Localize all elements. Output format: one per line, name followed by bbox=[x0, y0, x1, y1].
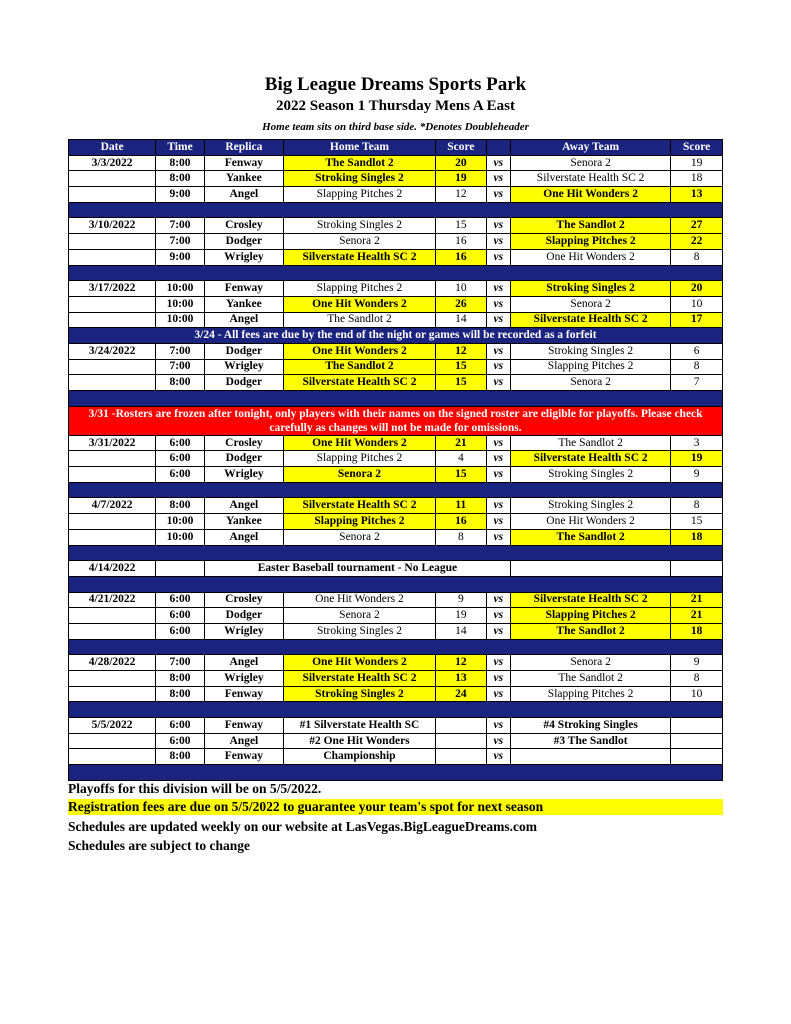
field-replica: Dodger bbox=[204, 451, 283, 467]
home-score: 13 bbox=[436, 671, 487, 687]
empty-cell bbox=[671, 561, 723, 577]
game-date bbox=[69, 749, 156, 765]
home-team: Slapping Pitches 2 bbox=[283, 451, 435, 467]
holiday-text: Easter Baseball tournament - No League bbox=[204, 561, 510, 577]
game-row bbox=[69, 435, 723, 451]
home-team: The Sandlot 2 bbox=[283, 155, 435, 171]
away-score: 8 bbox=[671, 249, 723, 265]
game-time: 6:00 bbox=[156, 608, 205, 624]
game-time: 6:00 bbox=[156, 623, 205, 639]
away-score: 15 bbox=[671, 514, 723, 530]
schedule-note: Home team sits on third base side. *Denotes Doubleheader bbox=[262, 121, 529, 133]
game-time: 10:00 bbox=[156, 312, 205, 328]
away-score bbox=[671, 749, 723, 765]
game-row bbox=[69, 608, 723, 624]
game-time: 7:00 bbox=[156, 218, 205, 234]
vs-label: vs bbox=[486, 467, 510, 483]
field-replica: Wrigley bbox=[204, 359, 283, 375]
home-team: Silverstate Health SC 2 bbox=[283, 498, 435, 514]
game-date bbox=[69, 375, 156, 391]
game-row bbox=[69, 312, 723, 328]
away-score: 20 bbox=[671, 281, 723, 297]
separator-row bbox=[69, 391, 723, 407]
vs-label: vs bbox=[486, 655, 510, 671]
game-date bbox=[69, 451, 156, 467]
home-score: 14 bbox=[436, 312, 487, 328]
vs-label: vs bbox=[486, 529, 510, 545]
game-time: 6:00 bbox=[156, 451, 205, 467]
separator-row bbox=[69, 265, 723, 281]
home-score bbox=[436, 718, 487, 734]
game-row bbox=[69, 296, 723, 312]
home-score: 21 bbox=[436, 435, 487, 451]
vs-label: vs bbox=[486, 281, 510, 297]
field-replica: Dodger bbox=[204, 375, 283, 391]
away-score: 22 bbox=[671, 234, 723, 250]
page-subtitle: 2022 Season 1 Thursday Mens A East bbox=[276, 98, 515, 114]
away-score: 10 bbox=[671, 296, 723, 312]
home-score: 19 bbox=[436, 608, 487, 624]
notice-text: 3/24 - All fees are due by the end of the night or games will be recorded as a forfeit bbox=[69, 328, 723, 344]
away-score: 6 bbox=[671, 343, 723, 359]
game-date: 4/28/2022 bbox=[69, 655, 156, 671]
col-home-score: Score bbox=[436, 140, 487, 156]
game-date bbox=[69, 686, 156, 702]
game-row bbox=[69, 655, 723, 671]
game-date: 3/10/2022 bbox=[69, 218, 156, 234]
col-away-score: Score bbox=[671, 140, 723, 156]
game-time: 6:00 bbox=[156, 733, 205, 749]
away-team: The Sandlot 2 bbox=[511, 623, 671, 639]
home-team: Stroking Singles 2 bbox=[283, 623, 435, 639]
game-time: 7:00 bbox=[156, 343, 205, 359]
game-time: 8:00 bbox=[156, 155, 205, 171]
game-date bbox=[69, 467, 156, 483]
away-team: #3 The Sandlot bbox=[511, 733, 671, 749]
away-team: Stroking Singles 2 bbox=[511, 281, 671, 297]
game-time: 9:00 bbox=[156, 249, 205, 265]
game-time: 6:00 bbox=[156, 718, 205, 734]
home-team: #2 One Hit Wonders bbox=[283, 733, 435, 749]
field-replica: Angel bbox=[204, 733, 283, 749]
game-time: 8:00 bbox=[156, 375, 205, 391]
game-date: 4/21/2022 bbox=[69, 592, 156, 608]
vs-label: vs bbox=[486, 592, 510, 608]
field-replica: Fenway bbox=[204, 749, 283, 765]
vs-label: vs bbox=[486, 234, 510, 250]
home-score: 20 bbox=[436, 155, 487, 171]
game-date: 3/24/2022 bbox=[69, 343, 156, 359]
game-row bbox=[69, 686, 723, 702]
vs-label: vs bbox=[486, 249, 510, 265]
away-score: 9 bbox=[671, 467, 723, 483]
vs-label: vs bbox=[486, 359, 510, 375]
home-score: 12 bbox=[436, 655, 487, 671]
game-row bbox=[69, 187, 723, 203]
field-replica: Dodger bbox=[204, 234, 283, 250]
away-score: 10 bbox=[671, 686, 723, 702]
separator-row bbox=[69, 639, 723, 655]
field-replica: Wrigley bbox=[204, 671, 283, 687]
game-date: 3/31/2022 bbox=[69, 435, 156, 451]
game-date bbox=[69, 171, 156, 187]
game-date bbox=[69, 359, 156, 375]
home-team: Slapping Pitches 2 bbox=[283, 187, 435, 203]
home-score: 8 bbox=[436, 529, 487, 545]
playoffs-note: Playoffs for this division will be on 5/5/2022. bbox=[68, 781, 322, 796]
away-team: Slapping Pitches 2 bbox=[511, 234, 671, 250]
separator-row bbox=[69, 482, 723, 498]
home-team: Silverstate Health SC 2 bbox=[283, 671, 435, 687]
home-score: 16 bbox=[436, 249, 487, 265]
away-team: Stroking Singles 2 bbox=[511, 467, 671, 483]
away-score: 19 bbox=[671, 451, 723, 467]
away-team: Silverstate Health SC 2 bbox=[511, 312, 671, 328]
home-score: 12 bbox=[436, 187, 487, 203]
separator-cell bbox=[69, 576, 723, 592]
vs-label: vs bbox=[486, 296, 510, 312]
game-date: 3/17/2022 bbox=[69, 281, 156, 297]
field-replica: Fenway bbox=[204, 281, 283, 297]
home-team: Stroking Singles 2 bbox=[283, 686, 435, 702]
game-row bbox=[69, 234, 723, 250]
separator-cell bbox=[69, 545, 723, 561]
home-team: Slapping Pitches 2 bbox=[283, 281, 435, 297]
game-row bbox=[69, 171, 723, 187]
game-time: 7:00 bbox=[156, 234, 205, 250]
home-score: 11 bbox=[436, 498, 487, 514]
game-time: 8:00 bbox=[156, 686, 205, 702]
home-score: 15 bbox=[436, 467, 487, 483]
home-team: One Hit Wonders 2 bbox=[283, 343, 435, 359]
game-row bbox=[69, 281, 723, 297]
home-score: 26 bbox=[436, 296, 487, 312]
website-note: Schedules are updated weekly on our website at LasVegas.BigLeagueDreams.com bbox=[68, 819, 538, 834]
separator-row bbox=[69, 576, 723, 592]
game-time: 8:00 bbox=[156, 498, 205, 514]
home-team: One Hit Wonders 2 bbox=[283, 435, 435, 451]
vs-label: vs bbox=[486, 155, 510, 171]
game-date bbox=[69, 234, 156, 250]
field-replica: Crosley bbox=[204, 218, 283, 234]
away-score: 21 bbox=[671, 592, 723, 608]
field-replica: Yankee bbox=[204, 296, 283, 312]
separator-cell bbox=[69, 391, 723, 407]
home-team: Senora 2 bbox=[283, 467, 435, 483]
page-title: Big League Dreams Sports Park bbox=[264, 74, 527, 95]
game-time: 6:00 bbox=[156, 467, 205, 483]
playoff-row bbox=[69, 718, 723, 734]
home-score: 4 bbox=[436, 451, 487, 467]
field-replica: Fenway bbox=[204, 686, 283, 702]
field-replica: Wrigley bbox=[204, 623, 283, 639]
home-score bbox=[436, 749, 487, 765]
game-row bbox=[69, 218, 723, 234]
separator-row bbox=[69, 202, 723, 218]
away-score: 19 bbox=[671, 155, 723, 171]
away-team: Stroking Singles 2 bbox=[511, 343, 671, 359]
game-time: 8:00 bbox=[156, 171, 205, 187]
game-date bbox=[69, 608, 156, 624]
away-team: #4 Stroking Singles bbox=[511, 718, 671, 734]
home-team: One Hit Wonders 2 bbox=[283, 655, 435, 671]
home-score: 24 bbox=[436, 686, 487, 702]
home-team: #1 Silverstate Health SC bbox=[283, 718, 435, 734]
game-date bbox=[69, 312, 156, 328]
game-time: 9:00 bbox=[156, 187, 205, 203]
away-team: Slapping Pitches 2 bbox=[511, 608, 671, 624]
change-note: Schedules are subject to change bbox=[68, 838, 250, 853]
away-team: One Hit Wonders 2 bbox=[511, 514, 671, 530]
field-replica: Angel bbox=[204, 187, 283, 203]
game-row bbox=[69, 359, 723, 375]
vs-label: vs bbox=[486, 671, 510, 687]
game-date bbox=[69, 671, 156, 687]
away-score: 8 bbox=[671, 359, 723, 375]
game-row bbox=[69, 155, 723, 171]
game-date bbox=[69, 514, 156, 530]
away-team: Slapping Pitches 2 bbox=[511, 359, 671, 375]
game-row bbox=[69, 623, 723, 639]
vs-label: vs bbox=[486, 498, 510, 514]
game-time: 10:00 bbox=[156, 281, 205, 297]
vs-label: vs bbox=[486, 718, 510, 734]
away-score: 18 bbox=[671, 529, 723, 545]
field-replica: Crosley bbox=[204, 592, 283, 608]
col-time: Time bbox=[156, 140, 205, 156]
away-score: 9 bbox=[671, 655, 723, 671]
vs-label: vs bbox=[486, 343, 510, 359]
home-team: Stroking Singles 2 bbox=[283, 218, 435, 234]
game-time: 8:00 bbox=[156, 749, 205, 765]
home-score: 15 bbox=[436, 375, 487, 391]
home-team: Stroking Singles 2 bbox=[283, 171, 435, 187]
vs-label: vs bbox=[486, 749, 510, 765]
away-team: Senora 2 bbox=[511, 155, 671, 171]
home-team: Championship bbox=[283, 749, 435, 765]
separator-cell bbox=[69, 702, 723, 718]
empty-cell bbox=[511, 561, 671, 577]
away-team: Silverstate Health SC 2 bbox=[511, 171, 671, 187]
field-replica: Crosley bbox=[204, 435, 283, 451]
fee-notice-row bbox=[69, 328, 723, 344]
home-team: One Hit Wonders 2 bbox=[283, 592, 435, 608]
field-replica: Yankee bbox=[204, 514, 283, 530]
game-date bbox=[69, 733, 156, 749]
field-replica: Angel bbox=[204, 529, 283, 545]
no-league-row bbox=[69, 561, 723, 577]
vs-label: vs bbox=[486, 514, 510, 530]
field-replica: Fenway bbox=[204, 155, 283, 171]
away-score bbox=[671, 733, 723, 749]
away-team: Senora 2 bbox=[511, 296, 671, 312]
game-row bbox=[69, 451, 723, 467]
game-date: 5/5/2022 bbox=[69, 718, 156, 734]
game-date bbox=[69, 623, 156, 639]
vs-label: vs bbox=[486, 451, 510, 467]
away-score bbox=[671, 718, 723, 734]
game-row bbox=[69, 514, 723, 530]
game-time: 10:00 bbox=[156, 514, 205, 530]
field-replica: Wrigley bbox=[204, 249, 283, 265]
schedule-body bbox=[69, 155, 723, 780]
away-team: Silverstate Health SC 2 bbox=[511, 451, 671, 467]
vs-label: vs bbox=[486, 608, 510, 624]
game-row bbox=[69, 249, 723, 265]
game-date bbox=[69, 187, 156, 203]
away-score: 7 bbox=[671, 375, 723, 391]
field-replica: Yankee bbox=[204, 171, 283, 187]
home-score: 15 bbox=[436, 359, 487, 375]
field-replica: Dodger bbox=[204, 608, 283, 624]
game-time: 10:00 bbox=[156, 529, 205, 545]
game-row bbox=[69, 375, 723, 391]
game-row bbox=[69, 467, 723, 483]
vs-label: vs bbox=[486, 623, 510, 639]
away-team: The Sandlot 2 bbox=[511, 435, 671, 451]
home-team: Slapping Pitches 2 bbox=[283, 514, 435, 530]
home-score bbox=[436, 733, 487, 749]
field-replica: Angel bbox=[204, 312, 283, 328]
separator-row bbox=[69, 765, 723, 781]
vs-label: vs bbox=[486, 733, 510, 749]
home-team: One Hit Wonders 2 bbox=[283, 296, 435, 312]
field-replica: Wrigley bbox=[204, 467, 283, 483]
game-date: 3/3/2022 bbox=[69, 155, 156, 171]
away-team: The Sandlot 2 bbox=[511, 218, 671, 234]
vs-label: vs bbox=[486, 686, 510, 702]
vs-label: vs bbox=[486, 375, 510, 391]
field-replica: Fenway bbox=[204, 718, 283, 734]
playoff-row bbox=[69, 749, 723, 765]
col-home-team: Home Team bbox=[283, 140, 435, 156]
game-row bbox=[69, 498, 723, 514]
away-team: Silverstate Health SC 2 bbox=[511, 592, 671, 608]
home-score: 16 bbox=[436, 514, 487, 530]
empty-cell bbox=[156, 561, 205, 577]
game-time: 8:00 bbox=[156, 671, 205, 687]
roster-warning-row bbox=[69, 406, 723, 435]
game-time: 7:00 bbox=[156, 359, 205, 375]
home-score: 9 bbox=[436, 592, 487, 608]
away-team: The Sandlot 2 bbox=[511, 529, 671, 545]
game-time: 6:00 bbox=[156, 435, 205, 451]
home-score: 16 bbox=[436, 234, 487, 250]
away-score: 21 bbox=[671, 608, 723, 624]
away-score: 18 bbox=[671, 171, 723, 187]
separator-cell bbox=[69, 482, 723, 498]
away-score: 17 bbox=[671, 312, 723, 328]
home-score: 15 bbox=[436, 218, 487, 234]
col-vs bbox=[486, 140, 510, 156]
schedule-table bbox=[68, 139, 723, 781]
separator-cell bbox=[69, 202, 723, 218]
away-team: One Hit Wonders 2 bbox=[511, 187, 671, 203]
header-row bbox=[69, 140, 723, 156]
home-score: 10 bbox=[436, 281, 487, 297]
away-team: One Hit Wonders 2 bbox=[511, 249, 671, 265]
separator-row bbox=[69, 702, 723, 718]
col-replica: Replica bbox=[204, 140, 283, 156]
away-score: 27 bbox=[671, 218, 723, 234]
away-score: 3 bbox=[671, 435, 723, 451]
col-date: Date bbox=[69, 140, 156, 156]
away-team: The Sandlot 2 bbox=[511, 671, 671, 687]
away-team: Slapping Pitches 2 bbox=[511, 686, 671, 702]
vs-label: vs bbox=[486, 187, 510, 203]
game-time: 6:00 bbox=[156, 592, 205, 608]
separator-row bbox=[69, 545, 723, 561]
registration-note: Registration fees are due on 5/5/2022 to guarantee your team's spot for next season bbox=[68, 799, 723, 815]
game-date bbox=[69, 249, 156, 265]
game-date: 4/14/2022 bbox=[69, 561, 156, 577]
away-team: Stroking Singles 2 bbox=[511, 498, 671, 514]
separator-cell bbox=[69, 639, 723, 655]
home-score: 14 bbox=[436, 623, 487, 639]
home-team: Silverstate Health SC 2 bbox=[283, 375, 435, 391]
game-date bbox=[69, 529, 156, 545]
field-replica: Dodger bbox=[204, 343, 283, 359]
game-row bbox=[69, 671, 723, 687]
game-row bbox=[69, 343, 723, 359]
home-team: Senora 2 bbox=[283, 529, 435, 545]
game-row bbox=[69, 592, 723, 608]
home-team: Senora 2 bbox=[283, 234, 435, 250]
away-score: 8 bbox=[671, 498, 723, 514]
game-time: 7:00 bbox=[156, 655, 205, 671]
home-score: 12 bbox=[436, 343, 487, 359]
field-replica: Angel bbox=[204, 655, 283, 671]
away-score: 18 bbox=[671, 623, 723, 639]
home-team: Silverstate Health SC 2 bbox=[283, 249, 435, 265]
separator-cell bbox=[69, 765, 723, 781]
vs-label: vs bbox=[486, 435, 510, 451]
col-away-team: Away Team bbox=[511, 140, 671, 156]
vs-label: vs bbox=[486, 171, 510, 187]
playoff-row bbox=[69, 733, 723, 749]
separator-cell bbox=[69, 265, 723, 281]
game-date bbox=[69, 296, 156, 312]
game-row bbox=[69, 529, 723, 545]
vs-label: vs bbox=[486, 312, 510, 328]
field-replica: Angel bbox=[204, 498, 283, 514]
away-score: 13 bbox=[671, 187, 723, 203]
home-team: The Sandlot 2 bbox=[283, 312, 435, 328]
away-team: Senora 2 bbox=[511, 655, 671, 671]
home-team: Senora 2 bbox=[283, 608, 435, 624]
warning-text: 3/31 -Rosters are frozen after tonight, only players with their names on the signed roster are eligible for playoffs. Please check carefully as changes will not be made for omissions. bbox=[69, 406, 723, 435]
vs-label: vs bbox=[486, 218, 510, 234]
away-team bbox=[511, 749, 671, 765]
home-score: 19 bbox=[436, 171, 487, 187]
game-time: 10:00 bbox=[156, 296, 205, 312]
game-date: 4/7/2022 bbox=[69, 498, 156, 514]
home-team: The Sandlot 2 bbox=[283, 359, 435, 375]
away-team: Senora 2 bbox=[511, 375, 671, 391]
away-score: 8 bbox=[671, 671, 723, 687]
